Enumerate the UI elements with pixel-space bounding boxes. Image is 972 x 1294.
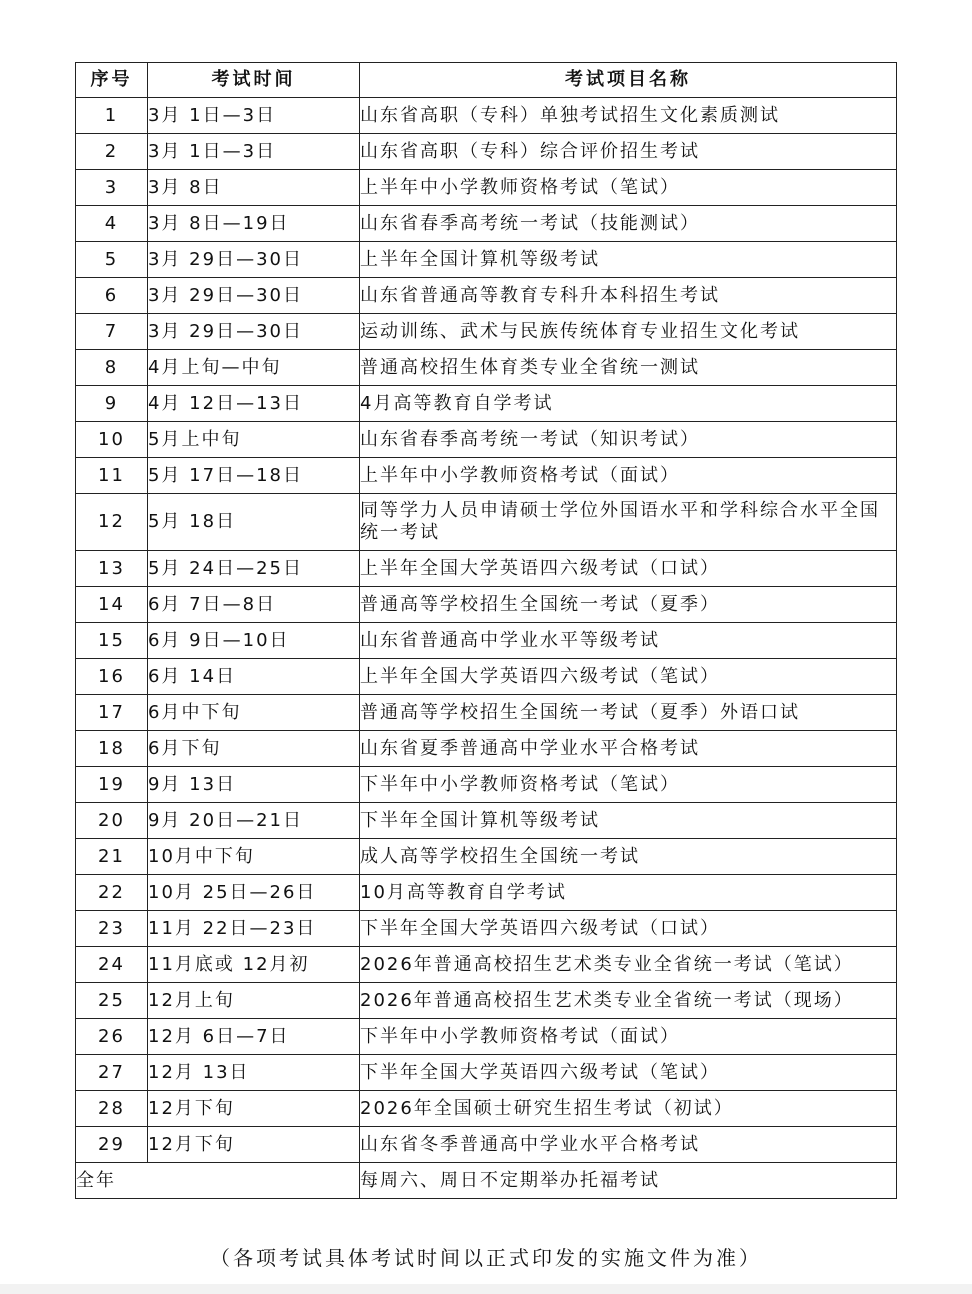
table-row xyxy=(76,947,897,983)
serial-number-cell: 23 xyxy=(76,911,148,947)
serial-number-cell: 5 xyxy=(76,242,148,278)
table-row xyxy=(76,551,897,587)
serial-number-cell: 13 xyxy=(76,551,148,587)
header-serial-number: 序号 xyxy=(76,63,148,98)
table-row xyxy=(76,659,897,695)
serial-number-cell: 24 xyxy=(76,947,148,983)
serial-number-cell: 20 xyxy=(76,803,148,839)
table-row xyxy=(76,695,897,731)
exam-name-cell: 上半年全国计算机等级考试 xyxy=(360,242,897,278)
serial-number-cell: 22 xyxy=(76,875,148,911)
serial-number-cell: 2 xyxy=(76,134,148,170)
exam-time-cell: 5月 17日—18日 xyxy=(148,458,360,494)
exam-time-cell: 11月 22日—23日 xyxy=(148,911,360,947)
serial-number-cell: 12 xyxy=(76,494,148,551)
serial-number-cell: 14 xyxy=(76,587,148,623)
exam-name-cell: 山东省春季高考统一考试（技能测试） xyxy=(360,206,897,242)
serial-number-cell: 19 xyxy=(76,767,148,803)
exam-name-cell: 山东省普通高中学业水平等级考试 xyxy=(360,623,897,659)
exam-schedule-table xyxy=(75,62,897,1199)
exam-name-cell: 山东省春季高考统一考试（知识考试） xyxy=(360,422,897,458)
exam-name-cell: 同等学力人员申请硕士学位外国语水平和学科综合水平全国统一考试 xyxy=(360,494,897,551)
serial-number-cell: 21 xyxy=(76,839,148,875)
table-row xyxy=(76,731,897,767)
exam-time-cell: 4月上旬—中旬 xyxy=(148,350,360,386)
exam-time-cell: 9月 13日 xyxy=(148,767,360,803)
all-year-row xyxy=(76,1163,897,1199)
exam-name-cell: 成人高等学校招生全国统一考试 xyxy=(360,839,897,875)
exam-name-cell: 下半年全国大学英语四六级考试（笔试） xyxy=(360,1055,897,1091)
table-row xyxy=(76,494,897,551)
exam-time-cell: 10月中下旬 xyxy=(148,839,360,875)
exam-name-cell: 运动训练、武术与民族传统体育专业招生文化考试 xyxy=(360,314,897,350)
table-row xyxy=(76,983,897,1019)
table-row xyxy=(76,386,897,422)
exam-time-cell: 5月 18日 xyxy=(148,494,360,551)
table-row xyxy=(76,458,897,494)
exam-time-cell: 4月 12日—13日 xyxy=(148,386,360,422)
serial-number-cell: 4 xyxy=(76,206,148,242)
exam-name-cell: 下半年中小学教师资格考试（笔试） xyxy=(360,767,897,803)
table-row xyxy=(76,1091,897,1127)
table-row xyxy=(76,350,897,386)
exam-name-cell: 下半年中小学教师资格考试（面试） xyxy=(360,1019,897,1055)
table-row xyxy=(76,1019,897,1055)
all-year-label: 全年 xyxy=(76,1163,360,1199)
table-row xyxy=(76,278,897,314)
exam-time-cell: 12月 13日 xyxy=(148,1055,360,1091)
table-row xyxy=(76,1127,897,1163)
exam-time-cell: 11月底或 12月初 xyxy=(148,947,360,983)
serial-number-cell: 18 xyxy=(76,731,148,767)
table-row xyxy=(76,623,897,659)
serial-number-cell: 25 xyxy=(76,983,148,1019)
exam-time-cell: 6月 14日 xyxy=(148,659,360,695)
exam-name-cell: 山东省夏季普通高中学业水平合格考试 xyxy=(360,731,897,767)
exam-time-cell: 3月 29日—30日 xyxy=(148,314,360,350)
exam-time-cell: 6月中下旬 xyxy=(148,695,360,731)
serial-number-cell: 15 xyxy=(76,623,148,659)
exam-time-cell: 6月 7日—8日 xyxy=(148,587,360,623)
serial-number-cell: 16 xyxy=(76,659,148,695)
exam-time-cell: 3月 29日—30日 xyxy=(148,278,360,314)
serial-number-cell: 3 xyxy=(76,170,148,206)
table-row xyxy=(76,242,897,278)
exam-time-cell: 3月 8日 xyxy=(148,170,360,206)
exam-time-cell: 6月下旬 xyxy=(148,731,360,767)
exam-name-cell: 下半年全国计算机等级考试 xyxy=(360,803,897,839)
exam-name-cell: 山东省普通高等教育专科升本科招生考试 xyxy=(360,278,897,314)
table-row xyxy=(76,767,897,803)
exam-time-cell: 9月 20日—21日 xyxy=(148,803,360,839)
serial-number-cell: 11 xyxy=(76,458,148,494)
table-row xyxy=(76,134,897,170)
page-bottom-edge xyxy=(0,1284,972,1294)
table-row xyxy=(76,803,897,839)
serial-number-cell: 26 xyxy=(76,1019,148,1055)
serial-number-cell: 7 xyxy=(76,314,148,350)
serial-number-cell: 10 xyxy=(76,422,148,458)
serial-number-cell: 6 xyxy=(76,278,148,314)
exam-name-cell: 山东省高职（专科）单独考试招生文化素质测试 xyxy=(360,98,897,134)
exam-name-cell: 上半年中小学教师资格考试（面试） xyxy=(360,458,897,494)
exam-name-cell: 2026年全国硕士研究生招生考试（初试） xyxy=(360,1091,897,1127)
table-header-row xyxy=(76,63,897,98)
exam-name-cell: 普通高等学校招生全国统一考试（夏季） xyxy=(360,587,897,623)
exam-name-cell: 上半年全国大学英语四六级考试（口试） xyxy=(360,551,897,587)
table-body xyxy=(76,98,897,1199)
table-row xyxy=(76,422,897,458)
serial-number-cell: 1 xyxy=(76,98,148,134)
footnote: （各项考试具体考试时间以正式印发的实施文件为准） xyxy=(210,1246,762,1270)
exam-name-cell: 2026年普通高校招生艺术类专业全省统一考试（笔试） xyxy=(360,947,897,983)
exam-name-cell: 4月高等教育自学考试 xyxy=(360,386,897,422)
exam-name-cell: 10月高等教育自学考试 xyxy=(360,875,897,911)
exam-time-cell: 3月 8日—19日 xyxy=(148,206,360,242)
exam-time-cell: 12月下旬 xyxy=(148,1127,360,1163)
exam-time-cell: 3月 1日—3日 xyxy=(148,134,360,170)
exam-name-cell: 2026年普通高校招生艺术类专业全省统一考试（现场） xyxy=(360,983,897,1019)
table-row xyxy=(76,839,897,875)
table-row xyxy=(76,1055,897,1091)
exam-time-cell: 5月上中旬 xyxy=(148,422,360,458)
serial-number-cell: 8 xyxy=(76,350,148,386)
serial-number-cell: 28 xyxy=(76,1091,148,1127)
exam-time-cell: 12月下旬 xyxy=(148,1091,360,1127)
exam-time-cell: 10月 25日—26日 xyxy=(148,875,360,911)
header-exam-time: 考试时间 xyxy=(148,63,360,98)
exam-time-cell: 5月 24日—25日 xyxy=(148,551,360,587)
serial-number-cell: 9 xyxy=(76,386,148,422)
exam-name-cell: 上半年中小学教师资格考试（笔试） xyxy=(360,170,897,206)
table-row xyxy=(76,206,897,242)
table-row xyxy=(76,911,897,947)
exam-time-cell: 6月 9日—10日 xyxy=(148,623,360,659)
header-exam-name: 考试项目名称 xyxy=(360,63,897,98)
exam-name-cell: 下半年全国大学英语四六级考试（口试） xyxy=(360,911,897,947)
table-row xyxy=(76,314,897,350)
exam-name-cell: 普通高校招生体育类专业全省统一测试 xyxy=(360,350,897,386)
exam-time-cell: 3月 1日—3日 xyxy=(148,98,360,134)
table-row xyxy=(76,587,897,623)
exam-time-cell: 12月上旬 xyxy=(148,983,360,1019)
exam-name-cell: 山东省冬季普通高中学业水平合格考试 xyxy=(360,1127,897,1163)
serial-number-cell: 27 xyxy=(76,1055,148,1091)
serial-number-cell: 17 xyxy=(76,695,148,731)
exam-time-cell: 12月 6日—7日 xyxy=(148,1019,360,1055)
table-row xyxy=(76,98,897,134)
exam-time-cell: 3月 29日—30日 xyxy=(148,242,360,278)
exam-name-cell: 山东省高职（专科）综合评价招生考试 xyxy=(360,134,897,170)
table-row xyxy=(76,170,897,206)
exam-name-cell: 普通高等学校招生全国统一考试（夏季）外语口试 xyxy=(360,695,897,731)
exam-name-cell: 上半年全国大学英语四六级考试（笔试） xyxy=(360,659,897,695)
table-row xyxy=(76,875,897,911)
all-year-exam-name: 每周六、周日不定期举办托福考试 xyxy=(360,1163,897,1199)
serial-number-cell: 29 xyxy=(76,1127,148,1163)
